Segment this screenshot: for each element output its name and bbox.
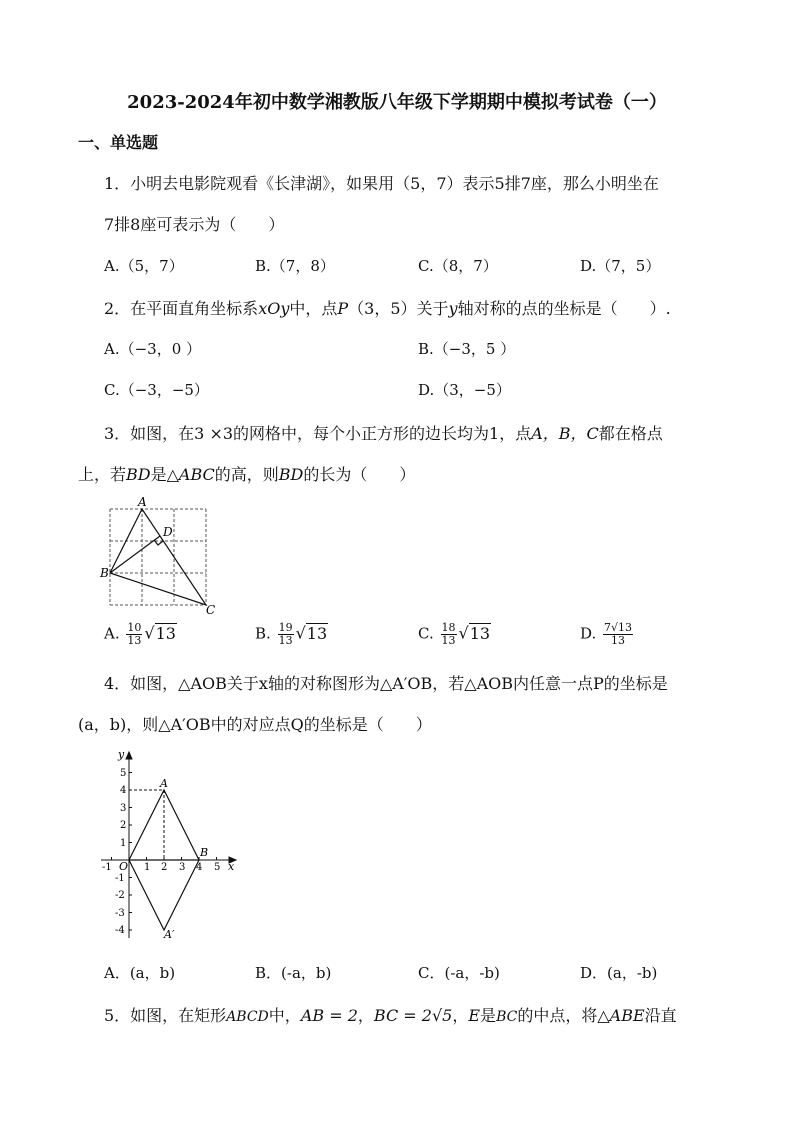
- q4-xtick: -1: [102, 862, 112, 873]
- q4-option-b[interactable]: B．(-a，b): [255, 964, 332, 982]
- q3-option-b[interactable]: B. $\frac{19}{13}$ √13: [255, 621, 328, 647]
- q4-xtick: 2: [161, 862, 168, 873]
- q2-option-d[interactable]: D.（3，−5）: [418, 381, 511, 399]
- q4-xtick: 4: [196, 862, 203, 873]
- q1-option-c[interactable]: C.（8，7）: [418, 257, 498, 275]
- q4-option-a[interactable]: A．(a，b): [104, 964, 176, 982]
- q3-option-d[interactable]: D. $\frac{7√13}{13}$: [580, 621, 633, 647]
- q2-stem: 2．在平面直角坐标系xOy中，点P（3，5）关于y轴对称的点的坐标是（ ）.: [104, 299, 671, 318]
- q4-label-a-prime: A′: [164, 928, 175, 941]
- q3-label-d: D: [163, 525, 173, 539]
- q4-ytick: -3: [115, 908, 125, 919]
- q3-option-a[interactable]: A. $\frac{10}{13}$ √13: [104, 621, 176, 647]
- q4-option-c[interactable]: C．(-a，-b): [418, 964, 500, 982]
- q4-origin-label: O: [119, 860, 129, 873]
- q3-label-a: A: [138, 496, 147, 509]
- q2-option-c[interactable]: C.（−3，−5）: [104, 381, 209, 399]
- q1-option-d[interactable]: D.（7，5）: [580, 257, 661, 275]
- q4-label-b: B: [200, 846, 209, 859]
- q4-xtick: 5: [214, 862, 221, 873]
- q4-axis-y-label: y: [118, 748, 125, 761]
- q3-stem-line1: 3．如图，在3 ×3的网格中，每个小正方形的边长均为1，点A，B，C都在格点: [104, 424, 663, 443]
- q3-label-b: B: [100, 566, 109, 580]
- q4-stem-line1: 4．如图，△AOB关于x轴的对称图形为△A′OB，若△AOB内任意一点P的坐标是: [104, 674, 668, 693]
- q2-option-a[interactable]: A.（−3，0 ）: [104, 340, 202, 358]
- q4-xtick: 1: [144, 862, 151, 873]
- q4-ytick: -4: [115, 925, 125, 936]
- q4-xtick: 3: [179, 862, 186, 873]
- q4-label-a: A: [160, 777, 168, 790]
- q1-option-a[interactable]: A.（5，7）: [104, 257, 184, 275]
- q4-coordinate-figure: [96, 746, 246, 946]
- page-title: 2023-2024年初中数学湘教版八年级下学期期中模拟考试卷（一）: [127, 92, 667, 113]
- q5-stem: 5．如图，在矩形ABCD中，AB = 2，BC = 2√5，E是BC的中点，将△ABE沿直: [104, 1006, 677, 1025]
- q4-ytick: -1: [115, 873, 125, 884]
- q4-ytick: 4: [120, 785, 127, 796]
- q3-stem-line2: 上，若BD是△ABC的高，则BD的长为（ ）: [78, 465, 416, 484]
- q4-ytick: -2: [115, 890, 125, 901]
- q4-stem-line2: (a，b)，则△A′OB中的对应点Q的坐标是（ ）: [78, 715, 432, 734]
- q1-stem-line2: 7排8座可表示为（ ）: [104, 215, 285, 234]
- q3-label-c: C: [206, 603, 216, 616]
- q4-ytick: 5: [120, 768, 127, 779]
- q1-stem-line1: 1．小明去电影院观看《长津湖》，如果用（5，7）表示5排7座，那么小明坐在: [104, 174, 659, 193]
- q3-grid-figure: [96, 496, 226, 616]
- q4-ytick: 1: [120, 838, 127, 849]
- q1-option-b[interactable]: B.（7，8）: [255, 257, 335, 275]
- q3-option-c[interactable]: C. $\frac{18}{13}$ √13: [418, 621, 491, 647]
- section-heading: 一、单选题: [78, 133, 159, 152]
- q4-ytick: 2: [120, 820, 127, 831]
- q4-ytick: 3: [120, 803, 127, 814]
- q2-option-b[interactable]: B.（−3，5 ）: [418, 340, 516, 358]
- q4-option-d[interactable]: D．(a，-b): [580, 964, 658, 982]
- q4-axis-x-label: x: [228, 860, 235, 873]
